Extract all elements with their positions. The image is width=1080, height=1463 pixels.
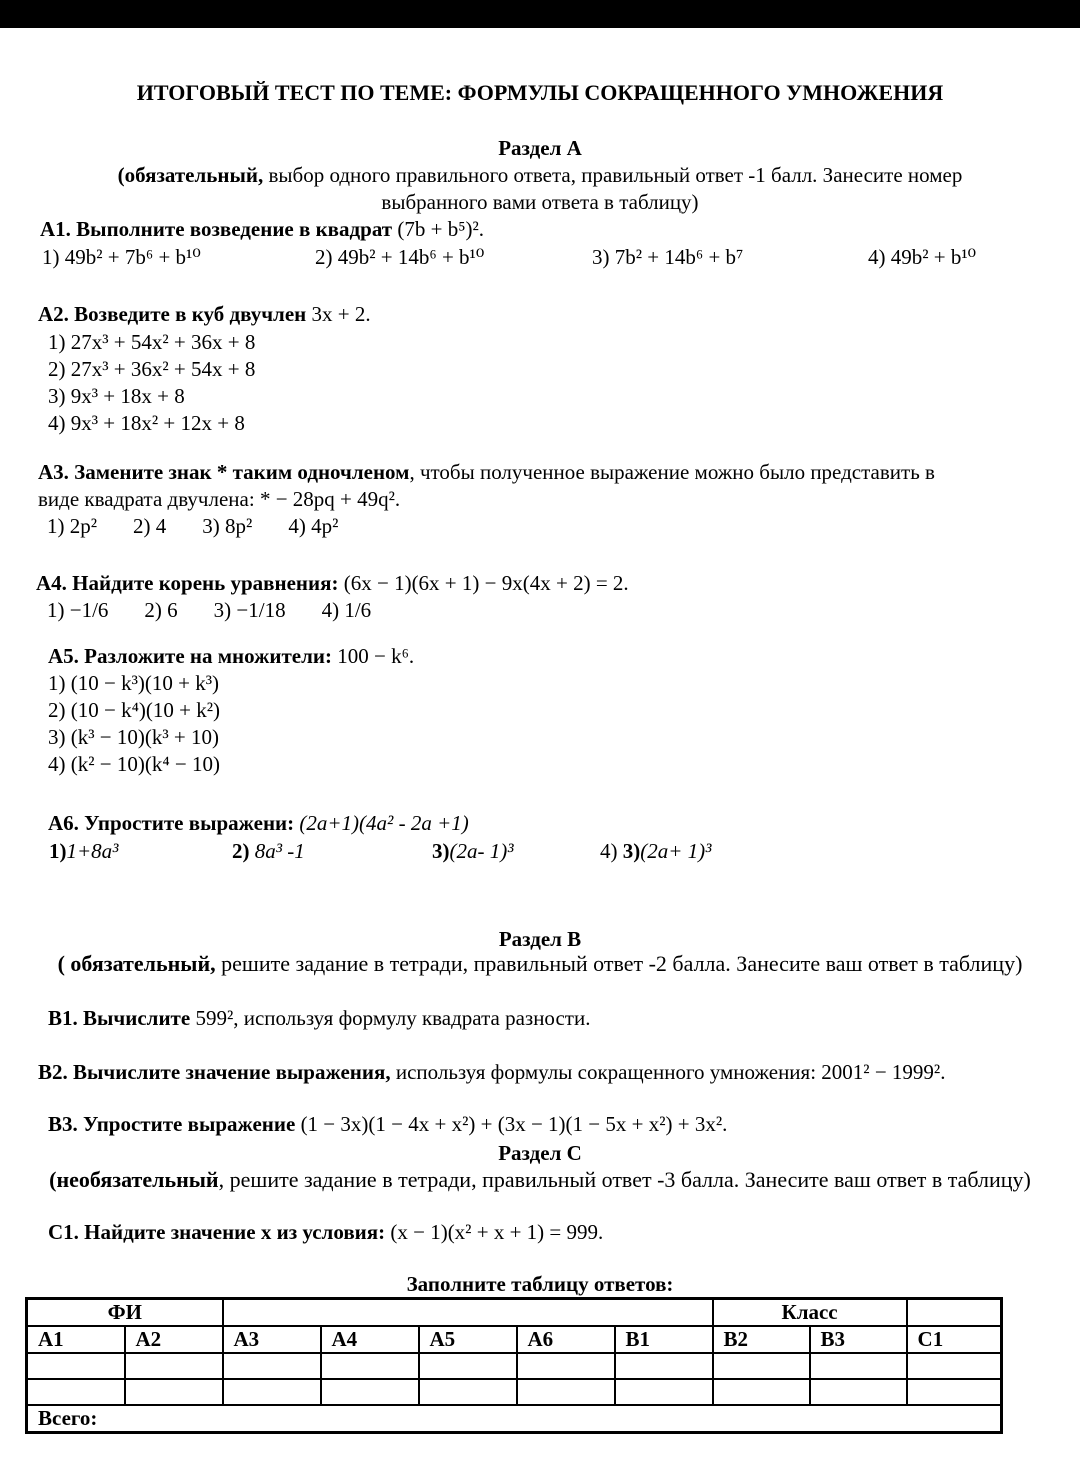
a6-option-4 [600, 839, 711, 864]
fi-label-cell: ФИ [27, 1299, 223, 1327]
a6-option-2-text: 8a³ -1 [249, 839, 305, 863]
total-row-cell[interactable] [27, 1405, 1002, 1433]
a3-option-2: 2) 4 [133, 514, 167, 538]
a1-option-4: 4) 49b² + b¹⁰ [868, 245, 977, 269]
class-input-cell[interactable] [907, 1299, 1002, 1327]
question-a4-options [47, 598, 371, 623]
section-c-intro-rest: , решите задание в тетради, правильный ответ -3 балла. Занесите ваш ответ в таблицу) [218, 1167, 1031, 1192]
column-header-a4: А4 [321, 1326, 419, 1353]
question-c1 [48, 1220, 603, 1245]
a6-option-4-pre: 4) [600, 839, 623, 863]
answer-cell-row2-b2[interactable] [713, 1379, 810, 1405]
section-c-intro-bold: (необязательный [49, 1167, 219, 1192]
question-a2-label: А2. Возведите в куб двучлен [38, 302, 312, 326]
answer-cell-row2-a4[interactable] [321, 1379, 419, 1405]
a1-option-3: 3) 7b² + 14b⁶ + b⁷ [592, 245, 744, 269]
column-header-b1: В1 [615, 1326, 713, 1353]
question-a3-formula: * − 28pq + 49q². [259, 487, 401, 511]
section-a-intro-bold: (обязательный, [117, 163, 264, 187]
column-header-a6: А6 [517, 1326, 615, 1353]
section-a-intro-line2: выбранного вами ответа в таблицу) [381, 190, 699, 214]
question-a4-label: А4. Найдите корень уравнения: [36, 571, 344, 595]
question-a3-line1-rest: , чтобы полученное выражение можно было представить в [409, 460, 935, 484]
answer-cell-row1-a6[interactable] [517, 1353, 615, 1379]
a5-option-4: 4) (k² − 10)(k⁴ − 10) [48, 752, 221, 776]
question-a5-formula: 100 − k⁶. [337, 644, 415, 668]
column-header-a1: А1 [27, 1326, 125, 1353]
question-c1-label: С1. Найдите значение x из условия: [48, 1220, 391, 1244]
question-b1 [48, 1006, 590, 1031]
answers-table [25, 1297, 1003, 1434]
a3-option-4: 4) 4p² [288, 514, 339, 538]
section-b-intro [20, 951, 1060, 977]
section-b-intro-rest: решите задание в тетради, правильный ответ -2 балла. Занесите ваш ответ в таблицу) [215, 951, 1023, 976]
a1-option-1: 1) 49b² + 7b⁶ + b¹⁰ [42, 245, 201, 269]
a6-option-3 [432, 839, 600, 864]
answer-cell-row1-b2[interactable] [713, 1353, 810, 1379]
a6-option-3-num: 3) [432, 839, 450, 863]
question-a1-label: А1. Выполните возведение в квадрат [40, 217, 398, 241]
question-b2-label: В2. Вычислите значение выражения, [38, 1060, 391, 1084]
a4-option-1: 1) −1/6 [47, 598, 109, 622]
question-a4-formula: (6x − 1)(6x + 1) − 9x(4x + 2) = 2. [343, 571, 629, 595]
question-a1-options [42, 245, 976, 270]
name-input-cell[interactable] [223, 1299, 713, 1327]
question-a5 [48, 644, 414, 669]
question-b1-label: В1. Вычислите [48, 1006, 196, 1030]
a4-option-4: 4) 1/6 [321, 598, 372, 622]
answer-cell-row2-a1[interactable] [27, 1379, 125, 1405]
column-header-a5: А5 [419, 1326, 517, 1353]
a5-option-3: 3) (k³ − 10)(k³ + 10) [48, 725, 219, 749]
answer-cell-row2-a2[interactable] [125, 1379, 223, 1405]
question-a6-label: А6. Упростите выражени: [48, 811, 300, 835]
column-header-c1: С1 [907, 1326, 1002, 1353]
question-a3-options [47, 514, 338, 539]
question-a6 [48, 811, 469, 836]
question-a1-formula: (7b + b⁵)². [397, 217, 485, 241]
a4-option-2: 2) 6 [144, 598, 178, 622]
a6-option-4-text: (2a+ 1)³ [640, 839, 712, 863]
answer-cell-row1-b3[interactable] [810, 1353, 907, 1379]
question-a1 [40, 217, 484, 242]
question-a6-options [49, 839, 711, 864]
question-a3-line2 [38, 487, 400, 512]
section-c-intro [20, 1167, 1060, 1193]
answer-cell-row1-a1[interactable] [27, 1353, 125, 1379]
a6-option-1-num: 1) [49, 839, 67, 863]
question-c1-formula: (x − 1)(x² + x + 1) = 999. [390, 1220, 604, 1244]
answers-table-heading: Заполните таблицу ответов: [406, 1272, 674, 1296]
answer-cell-row1-a4[interactable] [321, 1353, 419, 1379]
answer-cell-row2-a3[interactable] [223, 1379, 321, 1405]
answer-cell-row2-b3[interactable] [810, 1379, 907, 1405]
question-b3 [48, 1112, 727, 1137]
answer-cell-row1-b1[interactable] [615, 1353, 713, 1379]
answer-cell-row1-c1[interactable] [907, 1353, 1002, 1379]
page-title: ИТОГОВЫЙ ТЕСТ ПО ТЕМЕ: ФОРМУЛЫ СОКРАЩЕННОГО УМНОЖЕНИЯ [136, 80, 944, 105]
answer-cell-row2-a6[interactable] [517, 1379, 615, 1405]
a3-option-1: 1) 2p² [47, 514, 98, 538]
question-a5-label: А5. Разложите на множители: [48, 644, 338, 668]
question-b2-rest: используя формулы сокращенного умножения: 2001² − 1999². [390, 1060, 946, 1084]
column-header-a3: А3 [223, 1326, 321, 1353]
a5-option-1: 1) (10 − k³)(10 + k³) [48, 671, 219, 695]
a6-option-1 [49, 839, 232, 864]
section-a-heading: Раздел А [498, 136, 582, 160]
a2-option-2: 2) 27x³ + 36x² + 54x + 8 [48, 357, 256, 381]
question-b3-formula: (1 − 3x)(1 − 4x + x²) + (3x − 1)(1 − 5x + x²) + 3x². [300, 1112, 728, 1136]
a6-option-2 [232, 839, 432, 864]
column-header-b2: В2 [713, 1326, 810, 1353]
a6-option-4-num: 3) [622, 839, 641, 863]
answer-cell-row2-a5[interactable] [419, 1379, 517, 1405]
question-a3-line2-plain: виде квадрата двучлена: [38, 487, 260, 511]
total-label: Всего: [38, 1406, 98, 1430]
question-b1-rest: 599², используя формулу квадрата разности. [195, 1006, 591, 1030]
answer-cell-row1-a3[interactable] [223, 1353, 321, 1379]
column-header-b3: В3 [810, 1326, 907, 1353]
question-a2-formula: 3x + 2. [311, 302, 371, 326]
answer-cell-row1-a2[interactable] [125, 1353, 223, 1379]
a1-option-2: 2) 49b² + 14b⁶ + b¹⁰ [315, 245, 485, 269]
question-b3-label: В3. Упростите выражение [48, 1112, 301, 1136]
class-label-cell: Класс [713, 1299, 907, 1327]
question-a2 [38, 302, 371, 327]
answer-cell-row2-b1[interactable] [615, 1379, 713, 1405]
question-b2 [38, 1060, 945, 1085]
section-b-heading: Раздел В [498, 927, 582, 951]
a6-option-2-num: 2) [232, 839, 250, 863]
answer-cell-row2-c1[interactable] [907, 1379, 1002, 1405]
question-a3-label: А3. Замените знак * таким одночленом [38, 460, 410, 484]
section-c-heading: Раздел С [498, 1141, 582, 1165]
section-a-intro-rest: выбор одного правильного ответа, правильный ответ -1 балл. Занесите номер [263, 163, 963, 187]
a6-option-1-text: 1+8a³ [66, 839, 119, 863]
a3-option-3: 3) 8p² [202, 514, 253, 538]
section-b-intro-bold: ( обязательный, [57, 951, 216, 976]
section-a-intro-line1 [20, 163, 1060, 188]
a4-option-3: 3) −1/18 [213, 598, 286, 622]
scan-black-bar [0, 0, 1080, 28]
column-header-a2: А2 [125, 1326, 223, 1353]
a2-option-1: 1) 27x³ + 54x² + 36x + 8 [48, 330, 256, 354]
question-a4 [36, 571, 629, 596]
a5-option-2: 2) (10 − k⁴)(10 + k²) [48, 698, 221, 722]
a6-option-3-text: (2a- 1)³ [449, 839, 514, 863]
answer-cell-row1-a5[interactable] [419, 1353, 517, 1379]
question-a3-line1 [38, 460, 935, 485]
a2-option-3: 3) 9x³ + 18x + 8 [48, 384, 185, 408]
a2-option-4: 4) 9x³ + 18x² + 12x + 8 [48, 411, 245, 435]
question-a6-formula: (2a+1)(4a² - 2a +1) [299, 811, 469, 835]
